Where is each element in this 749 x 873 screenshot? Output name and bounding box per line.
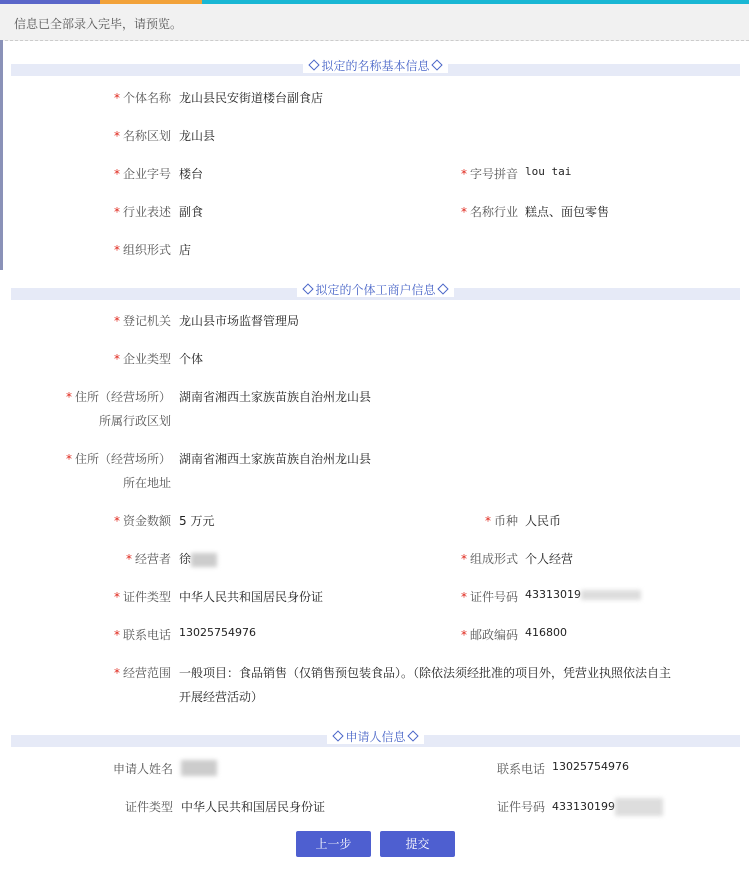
section-header-name-info [11, 59, 740, 76]
field-value: 中华人民共和国居民身份证 [181, 800, 326, 814]
field-label: 证件号码 [469, 590, 518, 604]
field-value-line2: 开展经营活动） [179, 690, 264, 704]
field-value: 糕点、面包零售 [525, 205, 610, 219]
field-value: 一般项目：食品销售（仅销售预包装食品）。（除依法须经批准的项目外，凭营业执照依法自主 [179, 666, 672, 680]
section-header-applicant [11, 730, 740, 747]
diamond-icon [333, 730, 344, 741]
left-accent-line [0, 40, 3, 270]
field-label: 组织形式 [122, 243, 171, 257]
field-value: 13025754976 [179, 626, 256, 639]
field-label: 住所（经营场所） [74, 452, 171, 466]
field-label: 个体名称 [122, 91, 171, 105]
field-value: 徐 [179, 552, 192, 566]
field-value: 龙山县市场监督管理局 [179, 314, 300, 328]
field-label: 证件类型 [122, 590, 171, 604]
field-value: 湖南省湘西土家族苗族自治州龙山县 [179, 452, 372, 466]
field-value: 43313019 [525, 588, 581, 601]
field-label: 名称区划 [122, 129, 171, 143]
section-title: 拟定的名称基本信息 [321, 59, 430, 73]
section-title: 申请人信息 [345, 730, 406, 744]
diamond-icon [431, 59, 442, 70]
field-label: 资金数额 [122, 514, 171, 528]
section-header-biz-info [11, 283, 740, 300]
field-label: 字号拼音 [469, 167, 518, 181]
field-label: 邮政编码 [469, 628, 518, 642]
field-label-line2: 所在地址 [122, 476, 171, 490]
field-value: 433130199 [552, 800, 615, 813]
redacted-blur [181, 760, 217, 776]
field-label: 经营者 [134, 552, 171, 566]
field-label: 证件类型 [124, 800, 173, 814]
diamond-icon [303, 283, 314, 294]
field-value: 楼台 [179, 167, 204, 181]
field-label: 证件号码 [496, 800, 545, 814]
field-value: 中华人民共和国居民身份证 [179, 590, 324, 604]
section-title: 拟定的个体工商户信息 [315, 283, 436, 297]
field-value: 416800 [525, 626, 567, 639]
field-label: 住所（经营场所） [74, 390, 171, 404]
field-label: 登记机关 [122, 314, 171, 328]
diamond-icon [407, 730, 418, 741]
diamond-icon [309, 59, 320, 70]
field-value: 人民币 [525, 514, 562, 528]
submit-button[interactable]: 提交 [380, 831, 455, 857]
field-value: lou tai [525, 165, 572, 178]
field-label: 行业表述 [122, 205, 171, 219]
field-value: 湖南省湘西土家族苗族自治州龙山县 [179, 390, 372, 404]
field-value: 个体 [179, 352, 204, 366]
field-label: 申请人姓名 [112, 762, 173, 776]
field-value: 副食 [179, 205, 204, 219]
field-value: 个人经营 [525, 552, 574, 566]
diamond-icon [437, 283, 448, 294]
field-label: 联系电话 [122, 628, 171, 642]
field-label: 币种 [493, 514, 518, 528]
field-label-line2: 所属行政区划 [98, 414, 171, 428]
redacted-blur [581, 590, 641, 600]
notice-bar [0, 4, 749, 41]
field-label: 企业字号 [122, 167, 171, 181]
field-label: 企业类型 [122, 352, 171, 366]
field-value: 5 万元 [179, 514, 215, 528]
field-value: 龙山县 [179, 129, 216, 143]
field-label: 经营范围 [122, 666, 171, 680]
field-label: 联系电话 [496, 762, 545, 776]
prev-button[interactable]: 上一步 [296, 831, 371, 857]
field-label: 组成形式 [469, 552, 518, 566]
notice-text: 信息已全部录入完毕，请预览。 [14, 17, 183, 31]
redacted-blur [191, 553, 217, 567]
redacted-blur [615, 798, 663, 816]
field-label: 名称行业 [469, 205, 518, 219]
field-value: 店 [179, 243, 192, 257]
field-value: 13025754976 [552, 760, 629, 773]
field-value: 龙山县民安街道楼台副食店 [179, 91, 324, 105]
